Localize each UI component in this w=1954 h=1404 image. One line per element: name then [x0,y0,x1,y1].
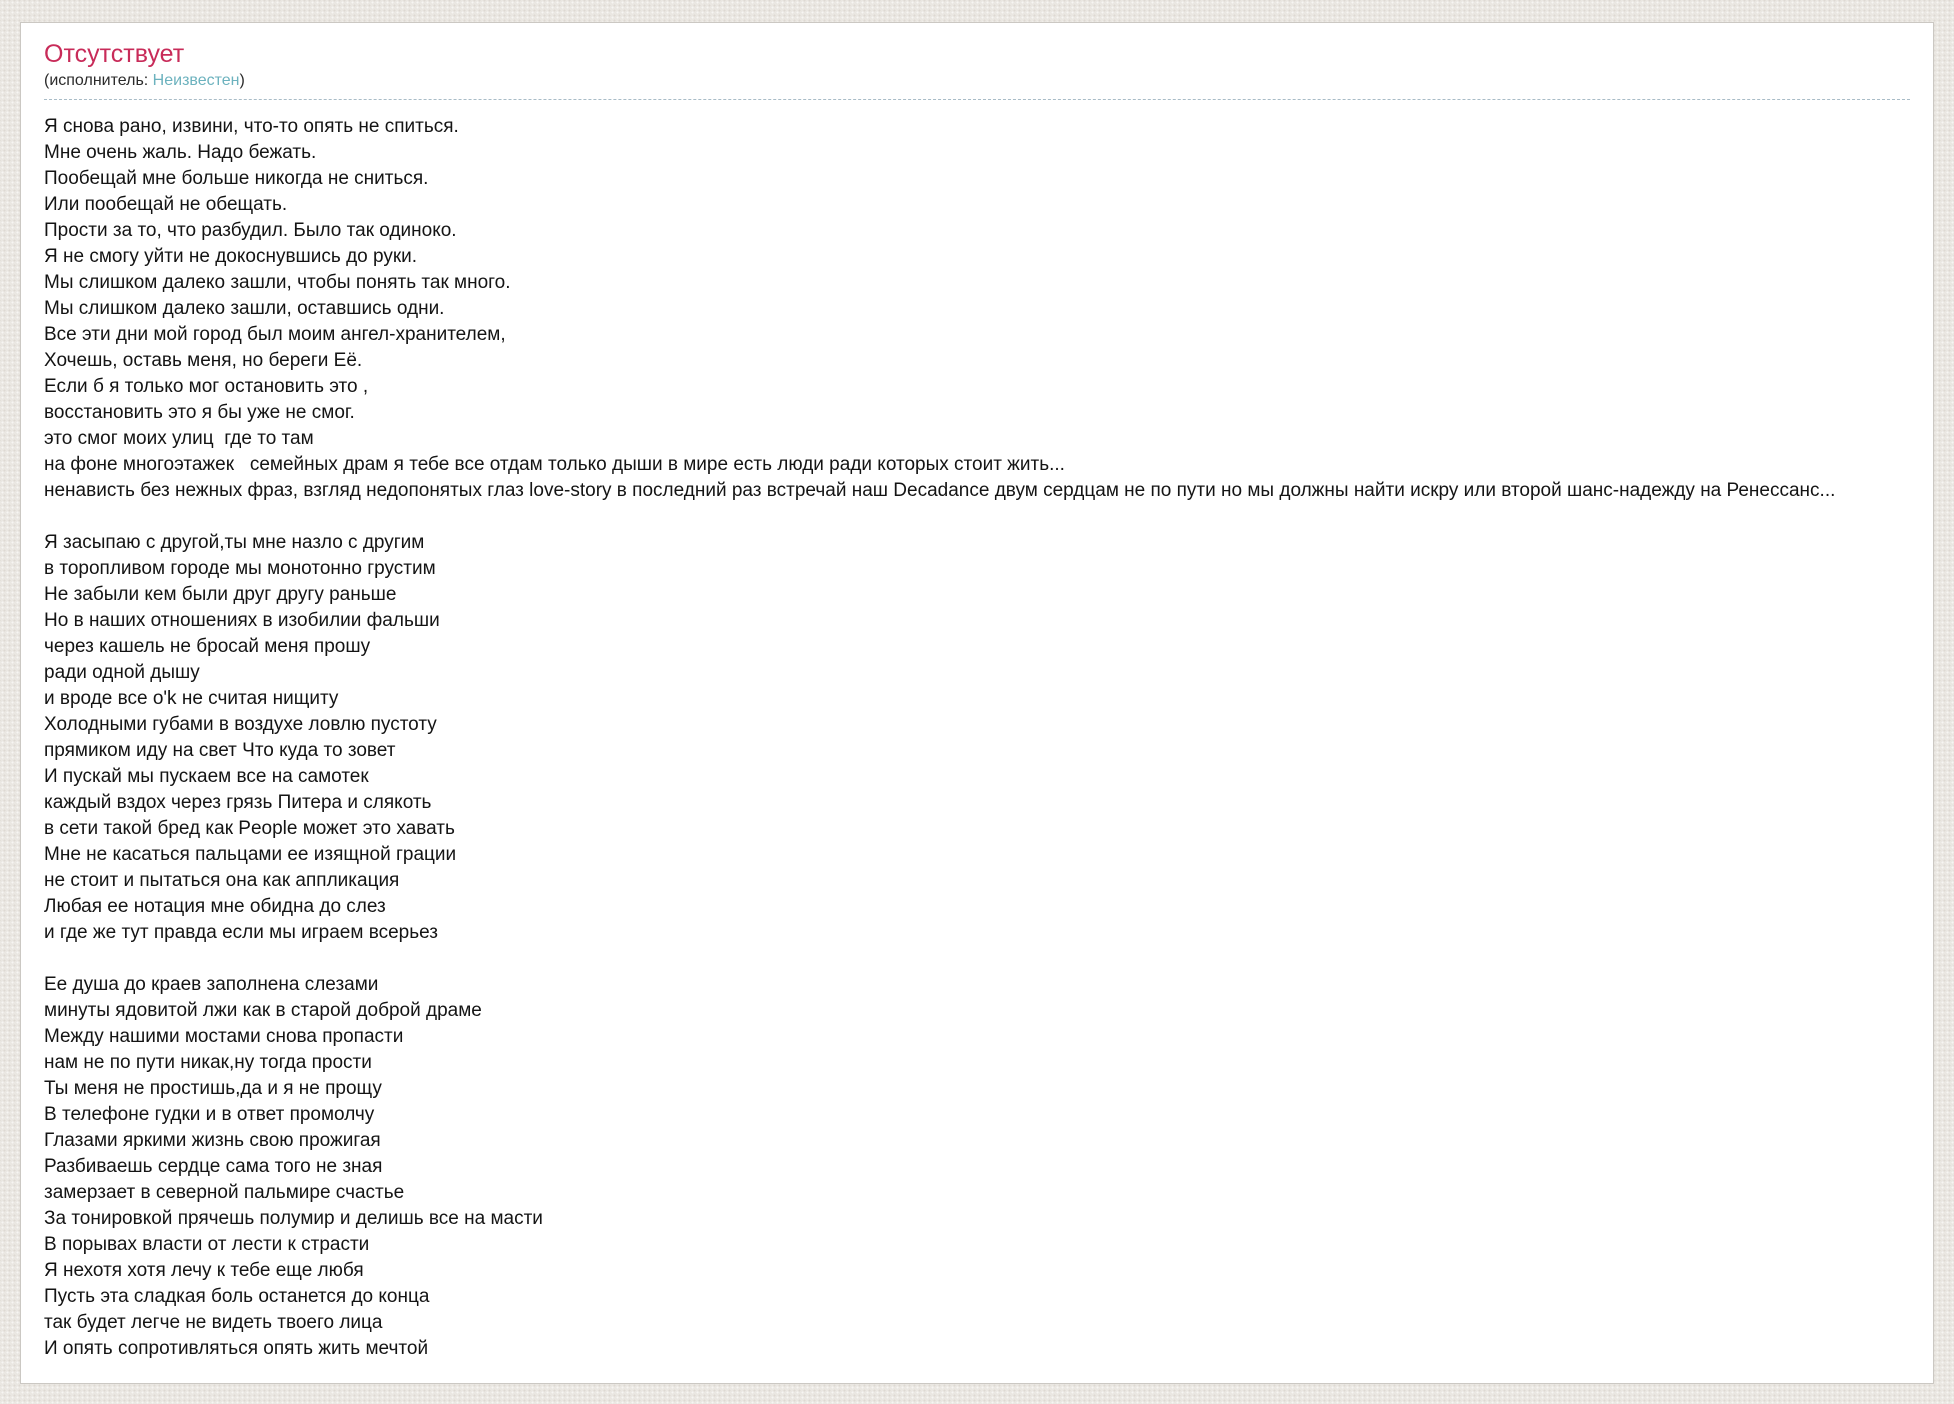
lyric-line: Прости за то, что разбудил. Было так одиноко. [44,219,457,241]
lyric-line: Холодными губами в воздухе ловлю пустоту [44,713,437,735]
header [44,40,1910,100]
lyric-line: прямиком иду на свет Что куда то зовет [44,739,396,761]
lyric-line: восстановить это я бы уже не смог. [44,401,355,423]
lyric-line: Я снова рано, извини, что-то опять не спиться. [44,115,459,137]
lyric-line: Хочешь, оставь меня, но береги Её. [44,349,363,371]
lyric-line: Все эти дни мой город был моим ангел-хранителем, [44,323,506,345]
song-title: Отсутствует [44,40,185,68]
lyric-line: Пообещай мне больше никогда не сниться. [44,167,429,189]
lyric-line: Я нехотя хотя лечу к тебе еще любя [44,1259,364,1281]
lyric-line: в торопливом городе мы монотонно грустим [44,557,436,579]
lyric-line: в сети такой бред как People может это хавать [44,817,455,839]
lyric-line: замерзает в северной пальмире счастье [44,1181,405,1203]
lyric-line: Если б я только мог остановить это , [44,375,369,397]
stanza-2 [44,530,1910,946]
lyric-line: нам не по пути никак,ну тогда прости [44,1051,372,1073]
lyric-line: Пусть эта сладкая боль останется до конца [44,1285,430,1307]
artist-link[interactable]: Неизвестен [152,71,240,89]
lyric-line: Мне не касаться пальцами ее изящной грации [44,843,457,865]
lyric-line: Я не смогу уйти не докоснувшись до руки. [44,245,418,267]
lyric-line: не стоит и пытаться она как аппликация [44,869,400,891]
stanza-1 [44,114,1910,504]
lyric-line: Или пообещай не обещать. [44,193,288,215]
lyric-line: Ты меня не простишь,да и я не прощу [44,1077,382,1099]
lyric-line: В порывах власти от лести к страсти [44,1233,370,1255]
lyric-line: Между нашими мостами снова пропасти [44,1025,404,1047]
lyric-line: Мне очень жаль. Надо бежать. [44,141,317,163]
lyric-line: Не забыли кем были друг другу раньше [44,583,397,605]
lyric-line: И опять сопротивляться опять жить мечтой [44,1337,429,1359]
artist-close-paren: ) [239,71,245,89]
lyric-line: каждый вздох через грязь Питера и слякоть [44,791,432,813]
lyric-line: через кашель не бросай меня прошу [44,635,371,657]
lyric-line: минуты ядовитой лжи как в старой доброй драме [44,999,482,1021]
lyrics-text [44,114,1910,1362]
lyric-line: Я засыпаю с другой,ты мне назло с другим [44,531,425,553]
lyric-line: и вроде все o'k не считая нищиту [44,687,339,709]
artist-label: (исполнитель: [44,71,149,89]
lyric-line: Разбиваешь сердце сама того не зная [44,1155,383,1177]
artist-line [44,72,1910,100]
lyric-line: на фоне многоэтажек семейных драм я тебе все отдам только дыши в мире есть люди ради которых стоит жить... [44,453,1065,475]
lyric-line: Но в наших отношениях в изобилии фальши [44,609,440,631]
lyric-line: Ее душа до краев заполнена слезами [44,973,379,995]
lyric-line: так будет легче не видеть твоего лица [44,1311,383,1333]
lyric-line: Мы слишком далеко зашли, оставшись одни. [44,297,445,319]
stanza-3 [44,972,1910,1362]
lyric-line: В телефоне гудки и в ответ промолчу [44,1103,375,1125]
lyric-line: ненависть без нежных фраз, взгляд недопонятых глаз love-story в последний раз встречай наш Decadance двум сердцам не по пути но мы должны найти искру или второй шанс-надежду на Ренессанс... [44,479,1836,501]
lyric-line: это смог моих улиц где то там [44,427,314,449]
lyric-line: Мы слишком далеко зашли, чтобы понять так много. [44,271,511,293]
lyric-line: Любая ее нотация мне обидна до слез [44,895,386,917]
lyric-line: ради одной дышу [44,661,200,683]
lyric-line: За тонировкой прячешь полумир и делишь все на масти [44,1207,543,1229]
lyric-line: Глазами яркими жизнь свою прожигая [44,1129,381,1151]
lyric-line: И пускай мы пускаем все на самотек [44,765,369,787]
lyric-line: и где же тут правда если мы играем всерьез [44,921,438,943]
lyrics-card [20,22,1934,1384]
